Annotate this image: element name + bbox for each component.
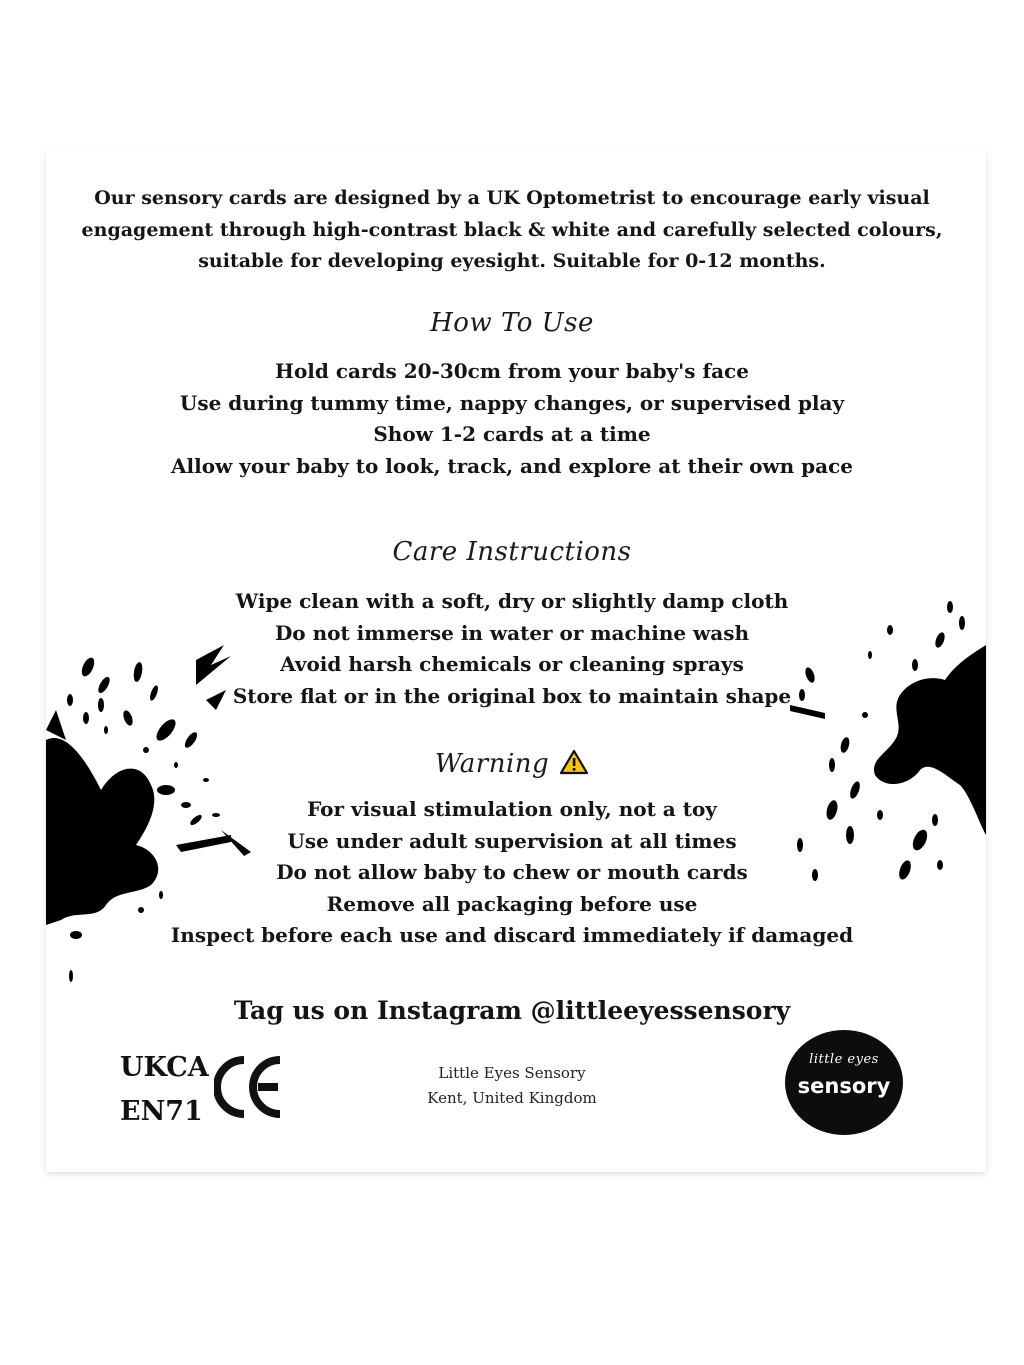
- list-item: Do not allow baby to chew or mouth cards: [276, 860, 748, 885]
- how-to-use-heading: How To Use: [430, 308, 594, 338]
- intro-line: Our sensory cards are designed by a UK Optometrist to encourage early visual: [94, 187, 930, 209]
- list-item: Avoid harsh chemicals or cleaning sprays: [280, 652, 744, 677]
- warning-list: [0, 794, 1024, 952]
- list-item: Hold cards 20-30cm from your baby's face: [275, 359, 749, 383]
- company-name: Little Eyes Sensory: [438, 1064, 586, 1082]
- list-item: For visual stimulation only, not a toy: [307, 797, 717, 821]
- intro-line: suitable for developing eyesight. Suitable for 0-12 months.: [198, 250, 826, 272]
- how-to-use-list: [0, 356, 1024, 482]
- care-instructions-list: [0, 586, 1024, 712]
- warning-heading-row: [0, 749, 1024, 782]
- list-item: Store flat or in the original box to maintain shape: [232, 683, 792, 708]
- warning-heading: Warning: [434, 749, 550, 779]
- logo-script-text: little eyes: [809, 1052, 879, 1067]
- en71-mark: EN71: [120, 1096, 203, 1127]
- brand-logo: [785, 1030, 903, 1135]
- list-item: Wipe clean with a soft, dry or slightly damp cloth: [235, 589, 789, 613]
- care-instructions-heading: Care Instructions: [392, 537, 632, 567]
- instagram-tag: Tag us on Instagram @littleeyessensory: [233, 996, 791, 1025]
- list-item: Remove all packaging before use: [326, 891, 698, 916]
- list-item: Do not immerse in water or machine wash: [274, 620, 750, 645]
- company-location: Kent, United Kingdom: [427, 1089, 597, 1107]
- intro-line: engagement through high-contrast black & white and carefully selected colours,: [81, 218, 943, 241]
- list-item: Show 1-2 cards at a time: [373, 422, 651, 447]
- logo-wordmark: sensory: [797, 1074, 891, 1098]
- list-item: Use under adult supervision at all times: [287, 828, 737, 853]
- list-item: Allow your baby to look, track, and explore at their own pace: [171, 453, 853, 478]
- list-item: Use during tummy time, nappy changes, or supervised play: [179, 390, 845, 415]
- ukca-mark: UKCA: [120, 1052, 209, 1083]
- warning-triangle-icon: [559, 749, 589, 782]
- intro-paragraph: [0, 183, 1024, 278]
- list-item: Inspect before each use and discard immediately if damaged: [170, 923, 854, 948]
